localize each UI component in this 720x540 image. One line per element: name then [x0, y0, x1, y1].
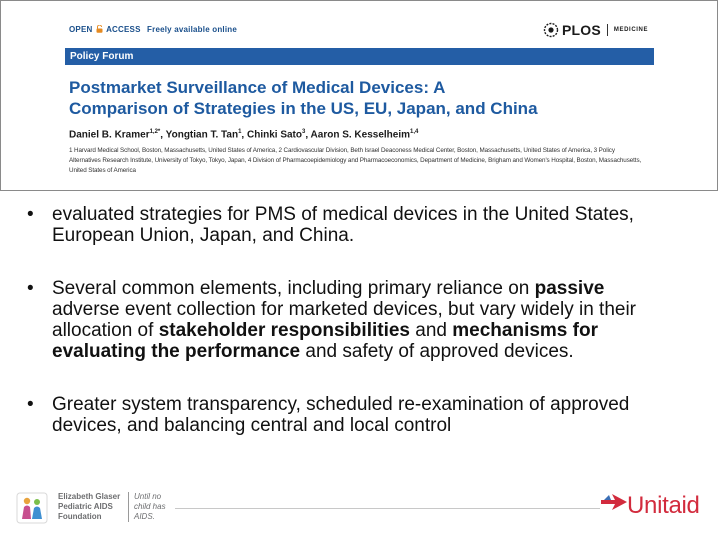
author-affiliation-marker: 1,4 — [410, 129, 419, 135]
egpaf-name-line: Elizabeth Glaser — [58, 492, 121, 501]
open-access-label — [69, 25, 237, 34]
egpaf-tagline-line: Until no — [134, 492, 162, 501]
author-affiliation-marker: 3 — [302, 129, 306, 135]
bullet-emphasis: mechanisms for — [452, 320, 598, 341]
bullet-marker: • — [27, 204, 34, 225]
egpaf-name-line: Foundation — [58, 512, 102, 521]
egpaf-tagline-line: child has — [134, 502, 166, 511]
bullet-line — [52, 225, 720, 246]
egpaf-tagline — [134, 492, 184, 522]
bullet-line — [52, 320, 720, 341]
author-name: Yongtian T. Tan — [165, 129, 239, 141]
article-header-image — [0, 0, 718, 191]
footer-rule — [175, 508, 600, 509]
bullet-marker: • — [27, 278, 34, 299]
author-list — [69, 129, 418, 140]
bullet-line — [52, 299, 720, 320]
article-title — [69, 77, 669, 119]
author-name: Aaron S. Kesselheim — [310, 129, 411, 141]
bullet-line — [52, 204, 720, 225]
bullet-emphasis: stakeholder responsibilities — [158, 320, 410, 341]
bullet-line — [52, 415, 720, 436]
affiliations: 1 Harvard Medical School, Boston, Massachusetts, United States of America, 2 Cardiovascular Division, Beth Israel Deaconess Medical Center, Boston, Massachusetts, United States of America, 3 Policy Alternatives Research Institute, University of Tokyo, Tokyo, Japan, 4 Division of Pharmacoepidemiology and Pharmacoeconomics, Department of Medicine, Brigham and Women's Hospital, Boston, Massachusetts, United States of America — [69, 147, 642, 174]
bullet-emphasis: passive — [534, 278, 605, 299]
bullet-text: and safety of approved devices. — [300, 341, 574, 362]
bullet-line — [52, 341, 720, 362]
bullet-emphasis: evaluating the performance — [52, 341, 301, 362]
egpaf-tagline-line: AIDS. — [134, 512, 155, 521]
title-line-2: Comparison of Strategies in the US, EU, Japan, and China — [69, 99, 538, 118]
author-affiliation-marker: 1 — [238, 129, 242, 135]
egpaf-divider — [128, 492, 129, 522]
bullet-text: Several common elements, including primary reliance on — [52, 278, 535, 299]
bullet-item — [0, 278, 720, 362]
egpaf-logo-icon — [16, 492, 48, 524]
bullet-line — [52, 278, 720, 299]
plos-logo-icon — [543, 22, 559, 38]
medicine-wordmark: MEDICINE — [613, 27, 649, 33]
logo-divider — [607, 24, 608, 36]
bullet-text: and — [410, 320, 453, 341]
open-label: OPEN — [69, 25, 93, 34]
bullet-text: allocation of — [52, 320, 159, 341]
plos-medicine-logo — [543, 21, 648, 39]
bullet-text: evaluated strategies for PMS of medical devices in the United States, — [52, 204, 634, 225]
plos-wordmark: PLOS — [562, 22, 601, 38]
bullet-line — [52, 394, 720, 415]
author-affiliation-marker: 1,2* — [149, 129, 161, 135]
bullet-item — [0, 394, 720, 436]
bullet-text: European Union, Japan, and China. — [52, 225, 355, 246]
bullet-marker: • — [27, 394, 34, 415]
bullet-text: devices, and balancing central and local control — [52, 415, 452, 436]
bullet-item — [0, 204, 720, 246]
author-separator: , — [241, 129, 247, 141]
open-lock-icon — [96, 25, 103, 33]
author-separator: , — [160, 129, 166, 141]
unitaid-arrow-icon — [600, 492, 628, 512]
title-line-1: Postmarket Surveillance of Medical Devices: A — [69, 78, 446, 97]
bullet-list — [0, 204, 720, 436]
footer — [0, 486, 720, 540]
freely-available-label: Freely available online — [147, 25, 238, 34]
egpaf-name — [58, 492, 128, 522]
section-bar: Policy Forum — [65, 48, 654, 65]
egpaf-name-line: Pediatric AIDS — [58, 502, 113, 511]
access-label: ACCESS — [106, 25, 141, 34]
bullet-text: adverse event collection for marketed devices, but vary widely in their — [52, 299, 636, 320]
bullet-text: Greater system transparency, scheduled re-examination of approved — [52, 394, 630, 415]
author-name: Chinki Sato — [246, 129, 302, 141]
author-name: Daniel B. Kramer — [69, 129, 150, 141]
unitaid-wordmark: Unitaid — [627, 492, 700, 519]
author-separator: , — [305, 129, 311, 141]
